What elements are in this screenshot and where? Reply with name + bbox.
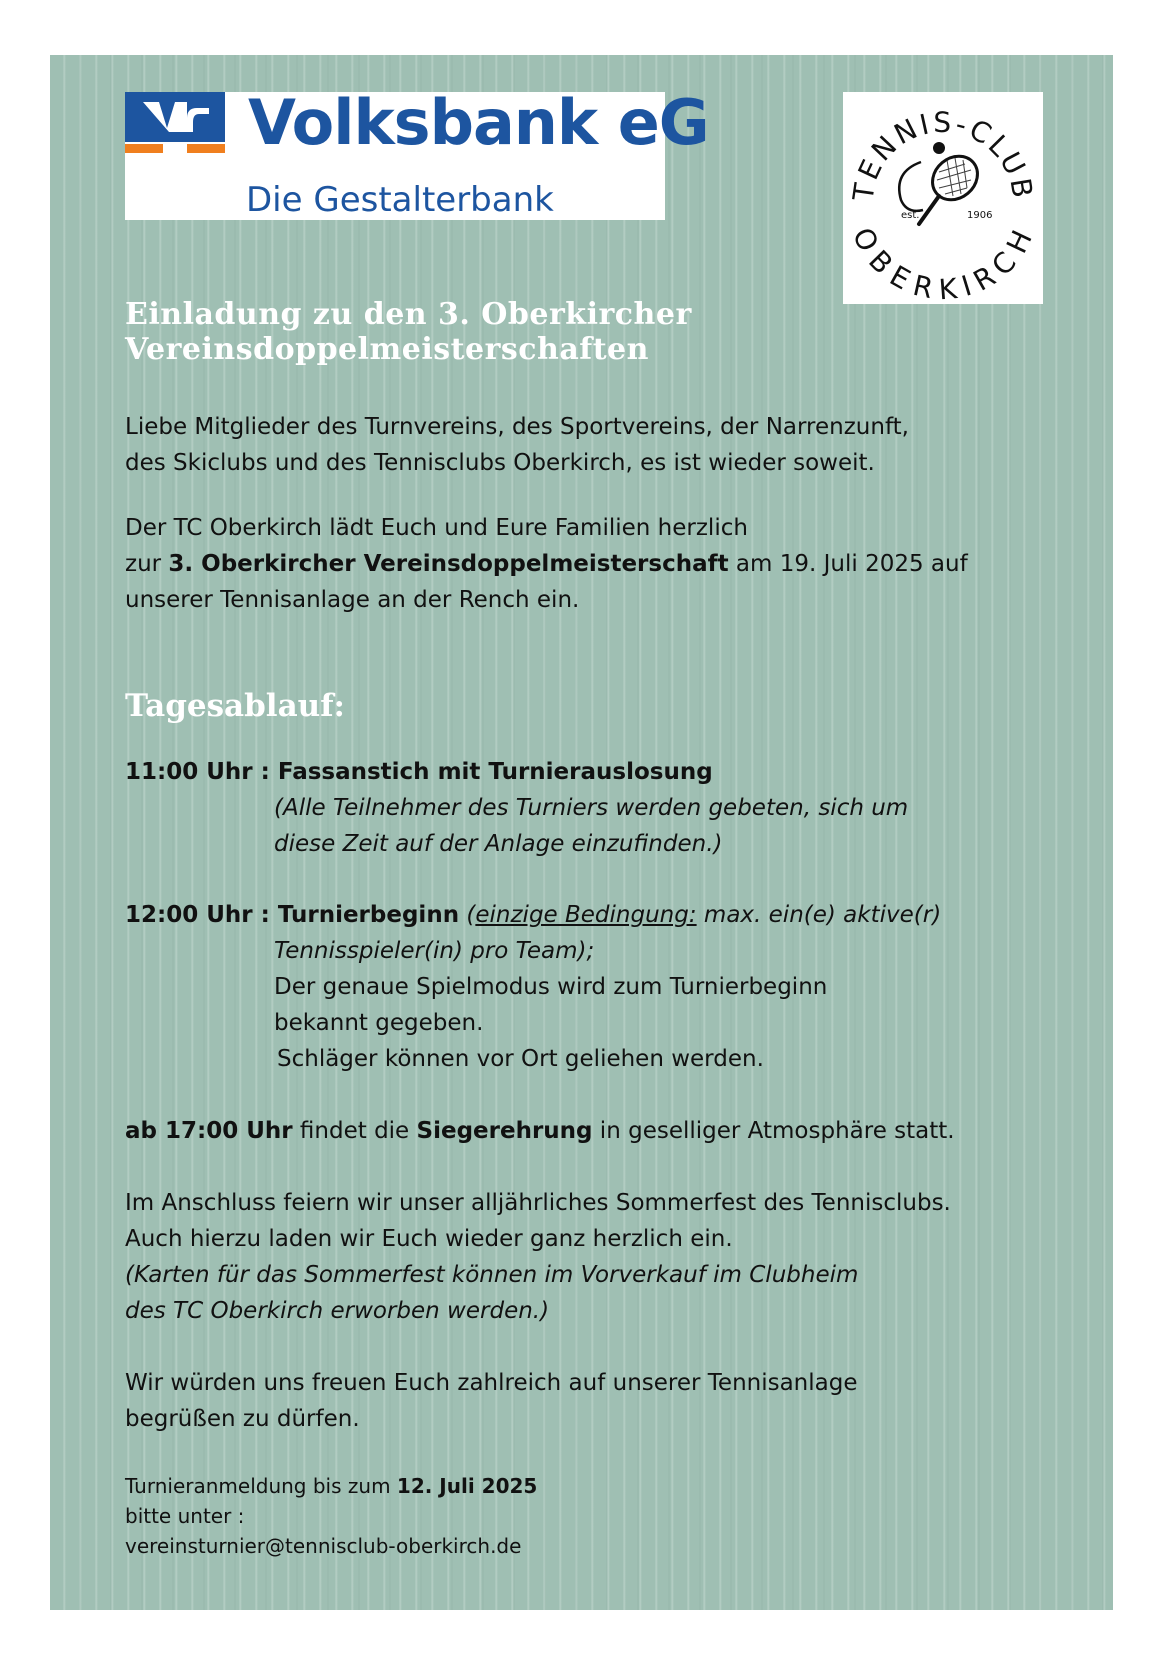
volksbank-mark-icon (125, 92, 225, 154)
title-line-1: Einladung zu den 3. Oberkircher (125, 297, 692, 332)
schedule-item-2-line-4: bekannt gegeben. (274, 1010, 484, 1036)
summer-line-1: Im Anschluss feiern wir unser alljährliches Sommerfest des Tennisclubs. (125, 1190, 951, 1216)
volksbank-logo (125, 86, 709, 220)
schedule-item-2-line-3: Der genaue Spielmodus wird zum Turnierbeginn (274, 974, 828, 1000)
volksbank-name: Volksbank eG (248, 86, 709, 159)
schedule-item-1-time: 11:00 Uhr : Fassanstich mit Turnierauslosung (125, 759, 713, 785)
schedule-item-1-note-2: diese Zeit auf der Anlage einzufinden.) (274, 831, 723, 857)
intro-paragraph (125, 409, 909, 481)
tennis-ball-icon (933, 142, 945, 154)
summer-line-4: des TC Oberkirch erworben werden.) (125, 1298, 550, 1324)
closing-paragraph (125, 1365, 858, 1437)
title-line-2: Vereinsdoppelmeisterschaften (125, 332, 649, 367)
club-logo-bottom-text: OBERKIRCH (845, 222, 1041, 304)
schedule-item-1-note-1: (Alle Teilnehmer des Turniers werden gebeten, sich um (274, 795, 909, 821)
summer-line-2: Auch hierzu laden wir Euch wieder ganz herzlich ein. (125, 1226, 733, 1252)
volksbank-tagline: Die Gestalterbank (246, 180, 554, 220)
closing-line-1: Wir würden uns freuen Euch zahlreich auf unserer Tennisanlage (125, 1370, 858, 1396)
page-title (125, 297, 692, 367)
schedule-item-2-time: 12:00 Uhr : Turnierbeginn (einzige Bedingung: max. ein(e) aktive(r) (125, 902, 942, 928)
invite-line-3: unserer Tennisanlage an der Rench ein. (125, 587, 580, 613)
registration-line-2: bitte unter : (125, 1504, 245, 1528)
closing-line-2: begrüßen zu dürfen. (125, 1406, 360, 1432)
schedule-heading: Tagesablauf: (125, 688, 345, 724)
tennis-club-logo (843, 92, 1043, 304)
event-name: 3. Oberkircher Vereinsdoppelmeisterschaft (168, 551, 729, 577)
condition-label: einzige Bedingung: (475, 902, 697, 928)
club-logo-est: est. (901, 210, 920, 221)
registration-email[interactable]: vereinsturnier@tennisclub-oberkirch.de (125, 1534, 522, 1558)
registration-deadline: 12. Juli 2025 (396, 1474, 538, 1498)
club-logo-year: 1906 (967, 210, 993, 221)
summer-line-3: (Karten für das Sommerfest können im Vorverkauf im Clubheim (125, 1262, 859, 1288)
invite-paragraph (125, 510, 968, 618)
invite-line-2: zur 3. Oberkircher Vereinsdoppelmeisterschaft am 19. Juli 2025 auf (125, 551, 968, 577)
registration-block (125, 1471, 537, 1561)
intro-line-2: des Skiclubs und des Tennisclubs Oberkirch, es ist wieder soweit. (125, 450, 875, 476)
club-logo-top-text: TENNIS-CLUB (846, 105, 1040, 203)
schedule-item-2-line-5: Schläger können vor Ort geliehen werden. (277, 1046, 764, 1072)
ceremony-line: ab 17:00 Uhr findet die Siegerehrung in geselliger Atmosphäre statt. (125, 1118, 955, 1144)
schedule-item-2-condition: Tennisspieler(in) pro Team); (274, 938, 595, 964)
intro-line-1: Liebe Mitglieder des Turnvereins, des Sportvereins, der Narrenzunft, (125, 414, 909, 440)
invite-line-1: Der TC Oberkirch lädt Euch und Eure Familien herzlich (125, 515, 748, 541)
registration-line-1: Turnieranmeldung bis zum 12. Juli 2025 (125, 1474, 538, 1498)
summer-paragraph (125, 1185, 951, 1329)
